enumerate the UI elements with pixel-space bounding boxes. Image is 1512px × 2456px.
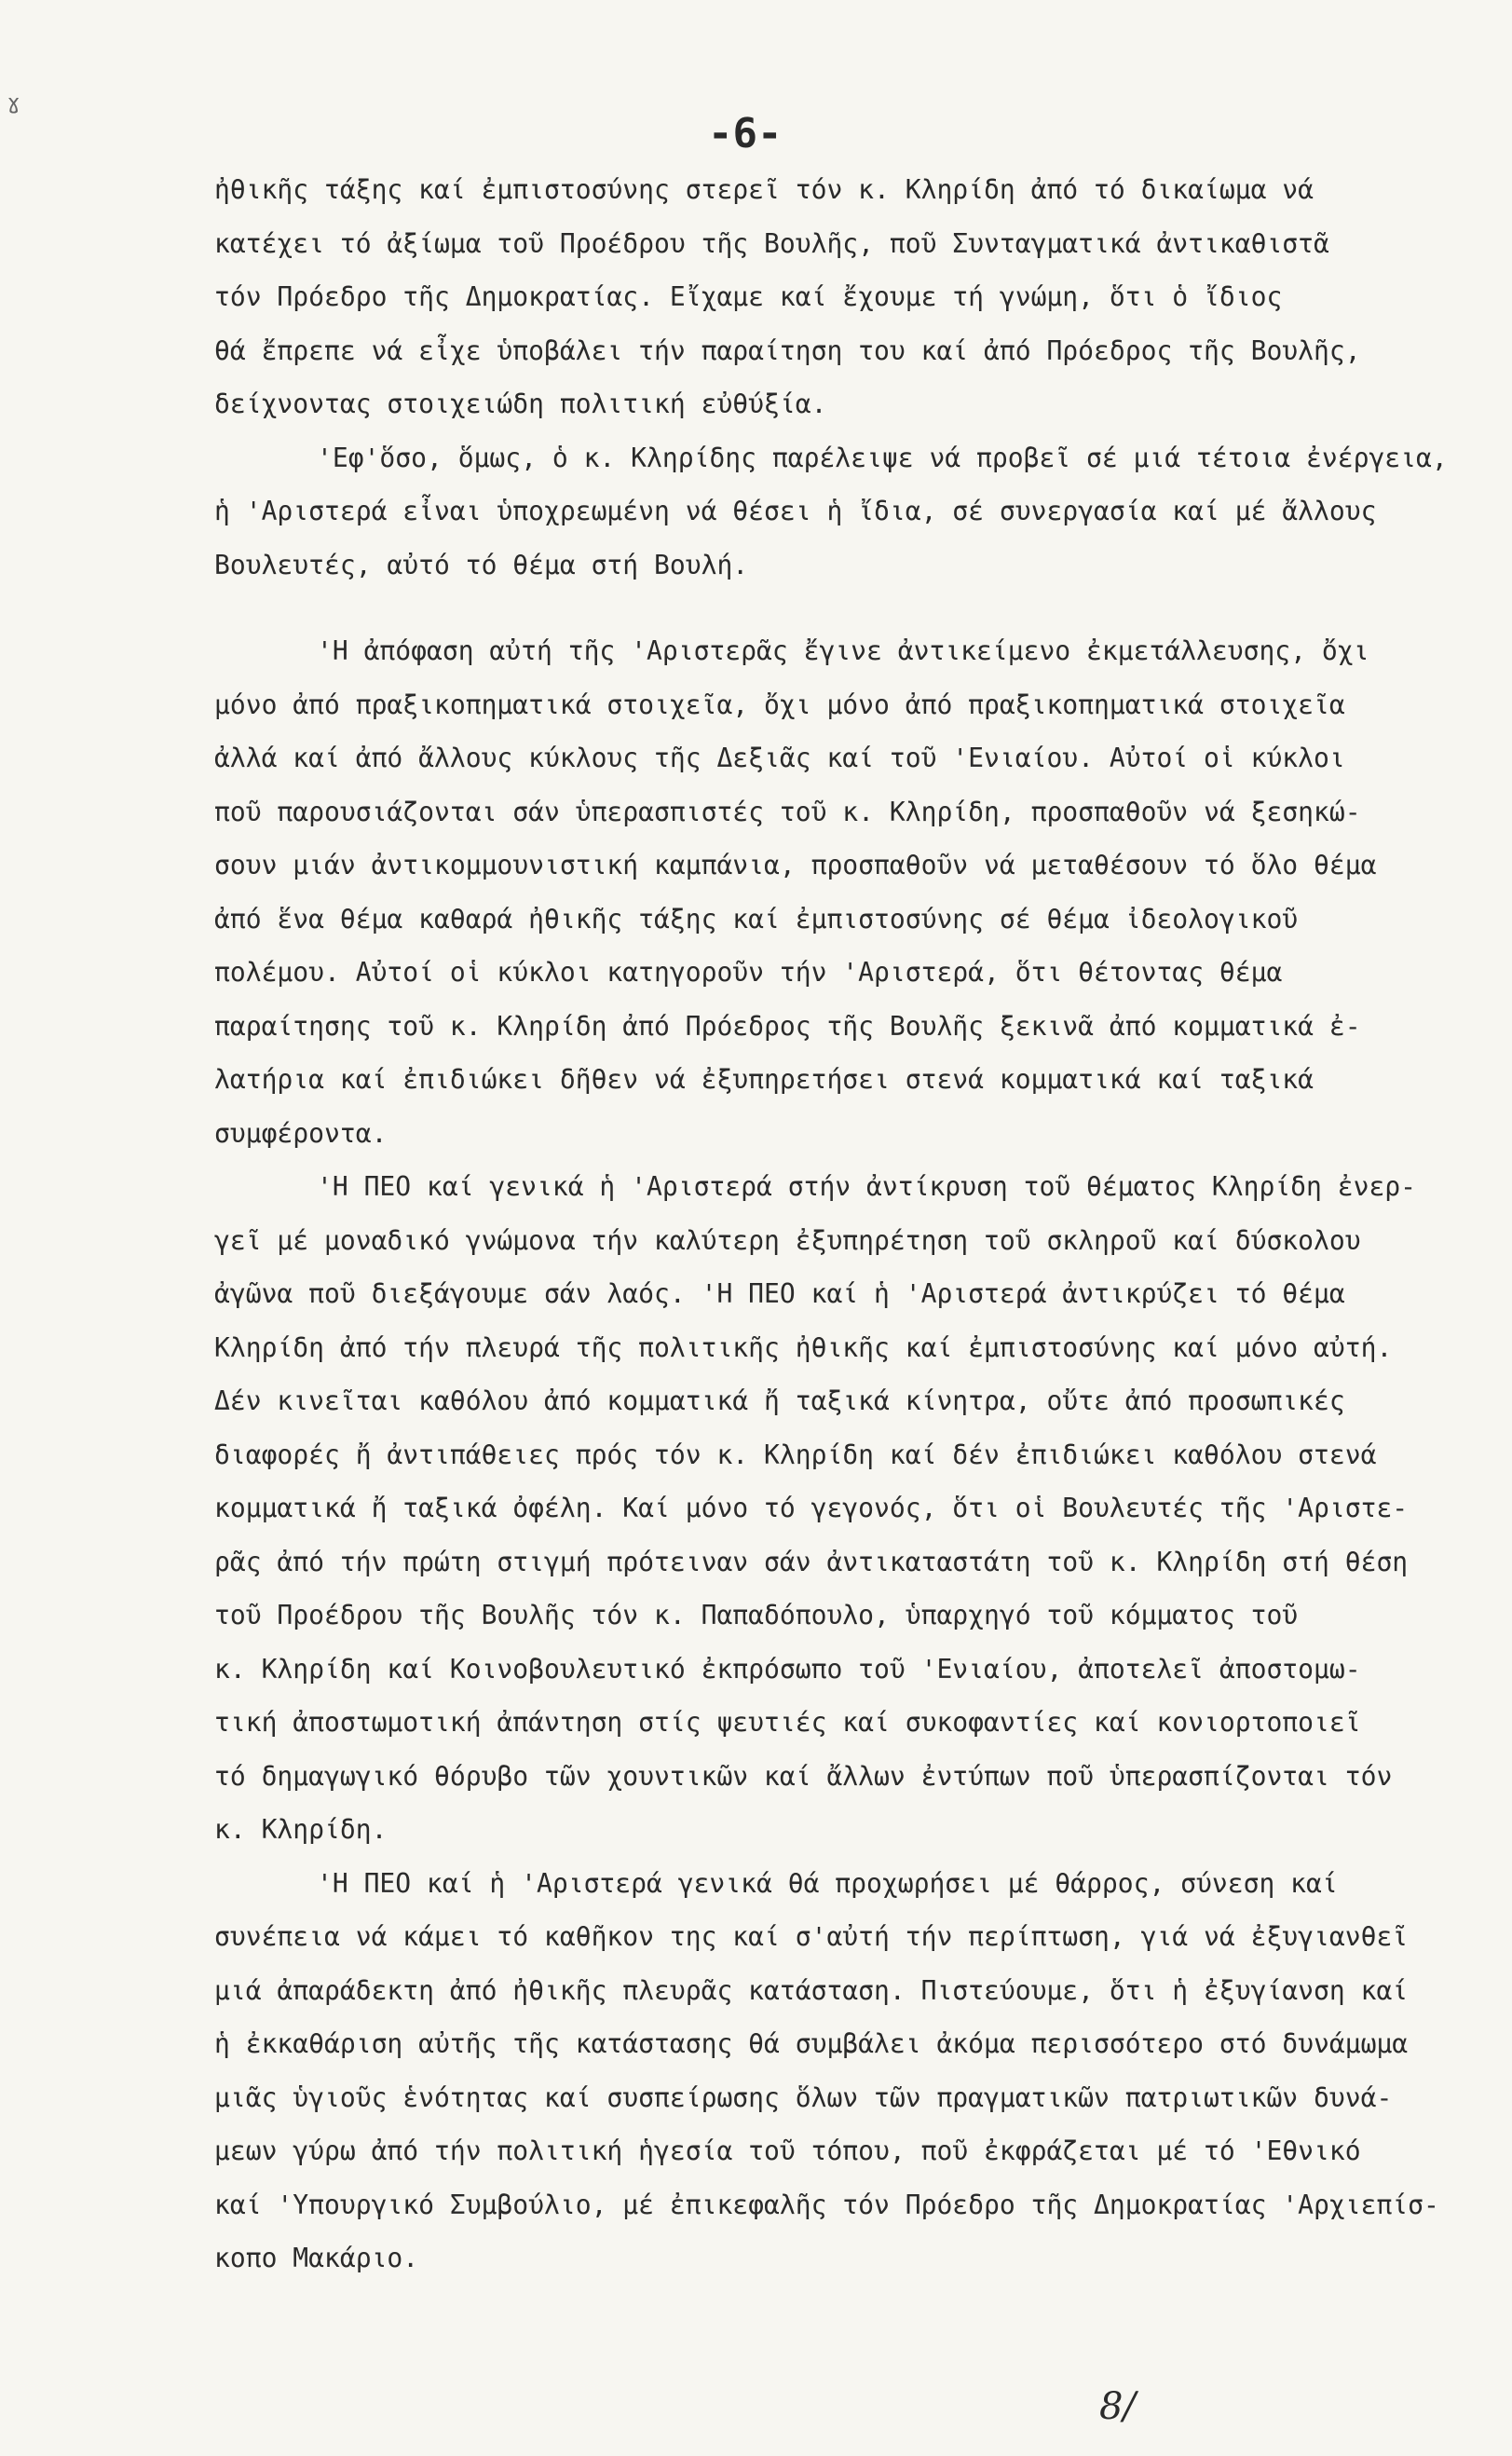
text-line: γεῖ μέ μοναδικό γνώμονα τήν καλύτερη ἐξυπηρέτηση τοῦ σκληροῦ καί δύσκολου xyxy=(214,1224,1361,1256)
text-line: 'Η ἀπόφαση αὐτή τῆς 'Αριστερᾶς ἔγινε ἀντικείμενο ἐκμετάλλευσης, ὄχι xyxy=(317,635,1369,666)
text-line: κομματικά ἤ ταξικά ὀφέλη. Καί μόνο τό γεγονός, ὅτι οἱ Βουλευτές τῆς 'Αριστε- xyxy=(214,1493,1409,1523)
paragraph-5 xyxy=(214,1857,1439,2285)
text-line: κ. Κληρίδη. xyxy=(214,1814,388,1845)
text-line: τόν Πρόεδρο τῆς Δημοκρατίας. Εἴχαμε καί ἔχουμε τή γνώμη, ὅτι ὁ ἴδιος xyxy=(214,281,1283,312)
text-line: 'Η ΠΕΟ καί ἡ 'Αριστερά γενικά θά προχωρήσει μέ θάρρος, σύνεση καί xyxy=(317,1867,1338,1899)
text-line: 'Εφ'ὅσο, ὅμως, ὁ κ. Κληρίδης παρέλειψε νά προβεῖ σέ μιά τέτοια ἐνέργεια, xyxy=(317,442,1448,473)
text-line: ἠθικῆς τάξης καί ἐμπιστοσύνης στερεῖ τόν κ. Κληρίδη ἀπό τό δικαίωμα νά xyxy=(214,174,1314,205)
text-line: μιᾶς ὑγιοῦς ἑνότητας καί συσπείρωσης ὅλων τῶν πραγματικῶν πατριωτικῶν δυνά- xyxy=(214,2081,1393,2113)
text-line: κατέχει τό ἀξίωμα τοῦ Προέδρου τῆς Βουλῆς, ποῦ Συνταγματικά ἀντικαθιστᾶ xyxy=(214,227,1329,259)
text-line: κ. Κληρίδη καί Κοινοβουλευτικό ἐκπρόσωπο τοῦ 'Ενιαίου, ἀποτελεῖ ἀποστομω- xyxy=(214,1653,1361,1685)
paragraph-4 xyxy=(214,1160,1417,1857)
text-line: θά ἔπρεπε νά εἶχε ὑποβάλει τήν παραίτηση του καί ἀπό Πρόεδρος τῆς Βουλῆς, xyxy=(214,334,1361,366)
text-line: ἀγῶνα ποῦ διεξάγουμε σάν λαός. 'Η ΠΕΟ καί ἡ 'Αριστερά ἀντικρύζει τό θέμα xyxy=(214,1278,1345,1309)
text-line: ἡ ἐκκαθάριση αὐτῆς τῆς κατάστασης θά συμβάλει ἀκόμα περισσότερο στό δυνάμωμα xyxy=(214,2028,1409,2059)
text-line: συνέπεια νά κάμει τό καθῆκον της καί σ'αὐτή τήν περίπτωση, γιά νά ἐξυγιανθεῖ xyxy=(214,1921,1409,1952)
paragraph-2 xyxy=(214,431,1448,593)
paragraph-1 xyxy=(214,163,1369,431)
margin-mark: ɣ xyxy=(7,91,20,115)
text-line: μιά ἀπαράδεκτη ἀπό ἠθικῆς πλευρᾶς κατάσταση. Πιστεύουμε, ὅτι ἡ ἐξυγίανση καί xyxy=(214,1974,1409,2006)
page-number: -6- xyxy=(708,110,783,157)
text-line: μεων γύρω ἀπό τήν πολιτική ἡγεσία τοῦ τόπου, ποῦ ἐκφράζεται μέ τό 'Εθνικό xyxy=(214,2135,1361,2166)
body-text xyxy=(214,163,1448,2285)
text-line: λατήρια καί ἐπιδιώκει δῆθεν νά ἐξυπηρετήσει στενά κομματικά καί ταξικά xyxy=(214,1064,1314,1095)
text-line: ρᾶς ἀπό τήν πρώτη στιγμή πρότειναν σάν ἀντικαταστάτη τοῦ κ. Κληρίδη στή θέση xyxy=(214,1546,1409,1577)
text-line: ποῦ παρουσιάζονται σάν ὑπερασπιστές τοῦ κ. Κληρίδη, προσπαθοῦν νά ξεσηκώ- xyxy=(214,796,1361,827)
text-line: Δέν κινεῖται καθόλου ἀπό κομματικά ἤ ταξικά κίνητρα, οὔτε ἀπό προσωπικές xyxy=(214,1385,1345,1416)
text-line: διαφορές ἤ ἀντιπάθειες πρός τόν κ. Κληρίδη καί δέν ἐπιδιώκει καθόλου στενά xyxy=(214,1439,1377,1470)
text-line: ἀλλά καί ἀπό ἄλλους κύκλους τῆς Δεξιᾶς καί τοῦ 'Ενιαίου. Αὐτοί οἱ κύκλοι xyxy=(214,743,1345,773)
text-line: πολέμου. Αὐτοί οἱ κύκλοι κατηγοροῦν τήν 'Αριστερά, ὅτι θέτοντας θέμα xyxy=(214,957,1283,988)
text-line: κοπο Μακάριο. xyxy=(214,2243,419,2273)
text-line: τική ἀποστωμοτική ἀπάντηση στίς ψευτιές καί συκοφαντίες καί κονιορτοποιεῖ xyxy=(214,1707,1361,1738)
text-line: ἀπό ἕνα θέμα καθαρά ἠθικῆς τάξης καί ἐμπιστοσύνης σέ θέμα ἰδεολογικοῦ xyxy=(214,903,1299,935)
text-line: τό δημαγωγικό θόρυβο τῶν χουντικῶν καί ἄλλων ἐντύπων ποῦ ὑπερασπίζονται τόν xyxy=(214,1760,1393,1792)
paragraph-3 xyxy=(214,624,1377,1160)
text-line: τοῦ Προέδρου τῆς Βουλῆς τόν κ. Παπαδόπουλο, ὑπαρχηγό τοῦ κόμματος τοῦ xyxy=(214,1600,1299,1631)
text-line: Βουλευτές, αὐτό τό θέμα στή Βουλή. xyxy=(214,549,749,580)
text-line: 'Η ΠΕΟ καί γενικά ἡ 'Αριστερά στήν ἀντίκρυση τοῦ θέματος Κληρίδη ἐνερ- xyxy=(317,1171,1417,1202)
text-line: συμφέροντα. xyxy=(214,1117,388,1149)
handwritten-folio-number: 8/ xyxy=(1099,2385,1136,2428)
text-line: καί 'Υπουργικό Συμβούλιο, μέ ἐπικεφαλῆς τόν Πρόεδρο τῆς Δημοκρατίας 'Αρχιεπίσ- xyxy=(214,2189,1439,2220)
text-line: σουν μιάν ἀντικομμουνιστική καμπάνια, προσπαθοῦν νά μεταθέσουν τό ὅλο θέμα xyxy=(214,850,1377,880)
text-line: παραίτησης τοῦ κ. Κληρίδη ἀπό Πρόεδρος τῆς Βουλῆς ξεκινᾶ ἀπό κομματικά ἐ- xyxy=(214,1010,1361,1042)
text-line: ἡ 'Αριστερά εἶναι ὑποχρεωμένη νά θέσει ἡ ἴδια, σέ συνεργασία καί μέ ἄλλους xyxy=(214,496,1377,526)
text-line: μόνο ἀπό πραξικοπηματικά στοιχεῖα, ὄχι μόνο ἀπό πραξικοπηματικά στοιχεῖα xyxy=(214,689,1345,720)
text-line: Κληρίδη ἀπό τήν πλευρά τῆς πολιτικῆς ἠθικῆς καί ἐμπιστοσύνης καί μόνο αὐτή. xyxy=(214,1331,1393,1363)
text-line: δείχνοντας στοιχειώδη πολιτική εὐθύξία. xyxy=(214,389,827,419)
